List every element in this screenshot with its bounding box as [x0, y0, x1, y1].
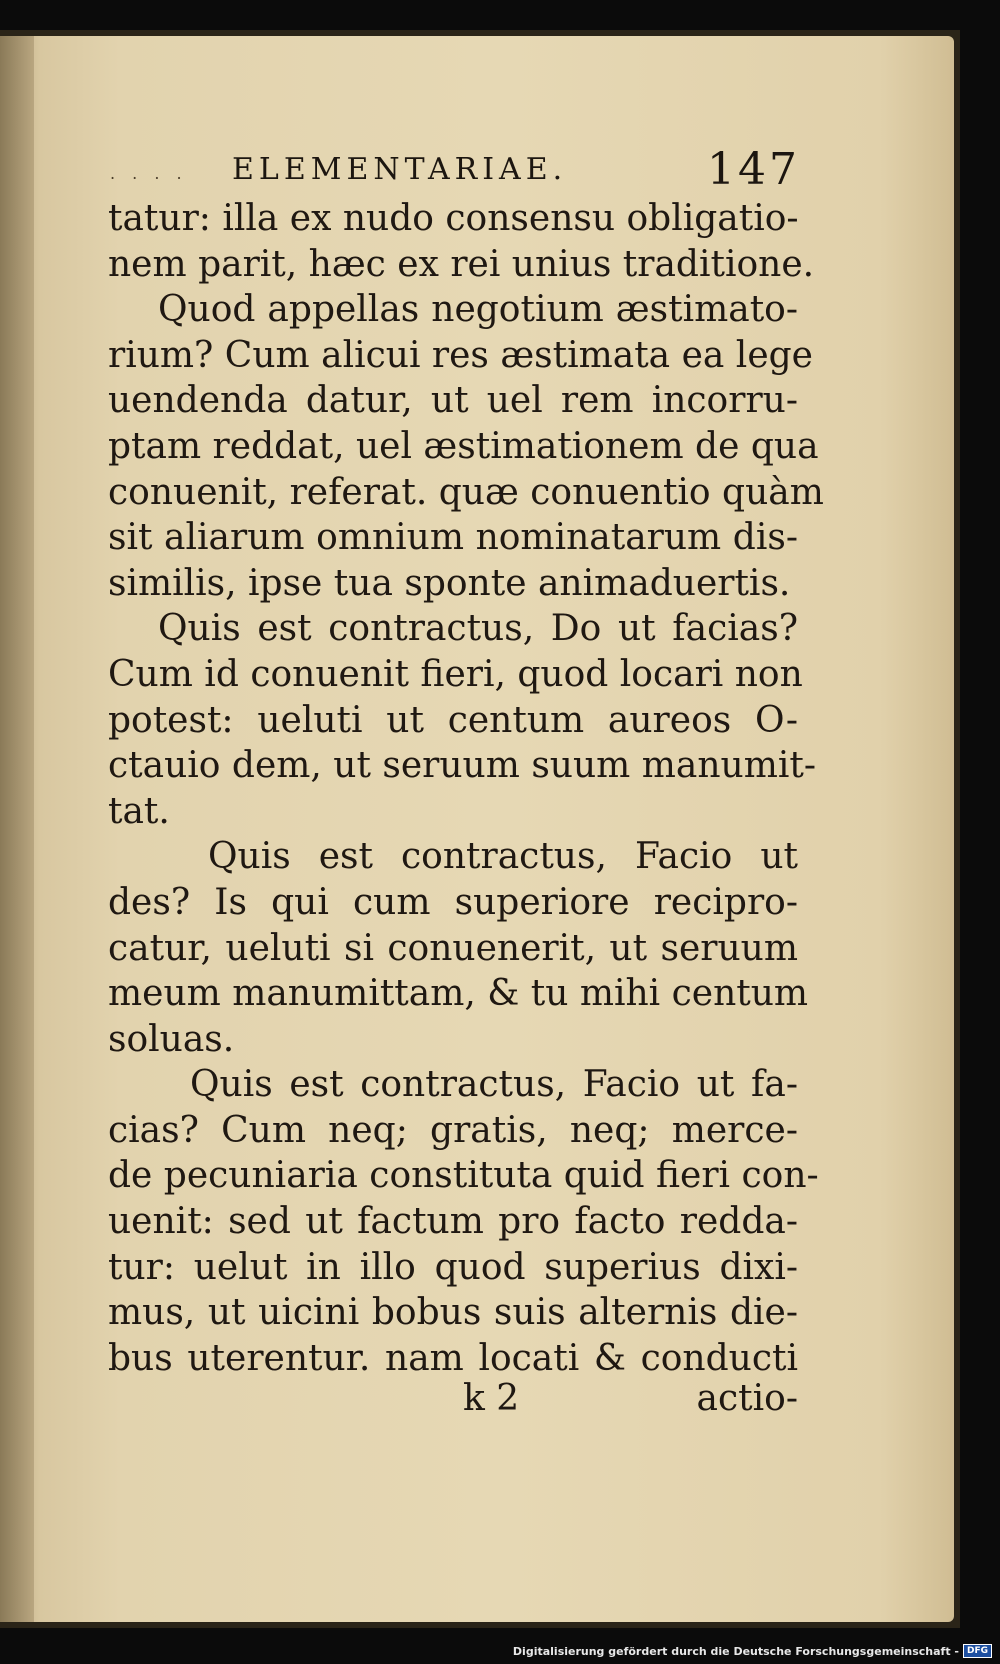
running-head-title: ELEMENTARIAE. — [232, 152, 568, 187]
running-head — [110, 144, 800, 195]
text-line: de pecuniaria constituta quid fieri con- — [108, 1155, 819, 1197]
text-line: des? Is qui cum superiore recipro- — [108, 881, 798, 923]
signature-line — [108, 1378, 798, 1428]
running-head-ornament: . . . . — [110, 164, 188, 183]
text-line: tatur: illa ex nudo consensu obligatio- — [108, 198, 799, 239]
text-line: ctauio dem, ut seruum suum manumit- — [108, 745, 816, 787]
text-line: catur, ueluti si conuenerit, ut seruum — [108, 927, 798, 969]
text-line: Quis est contractus, Do ut facias? — [158, 608, 798, 650]
text-line: potest: ueluti ut centum aureos O- — [108, 699, 798, 741]
text-line: conuenit, referat. quæ conuentio quàm — [108, 471, 824, 513]
text-line: meum manumittam, & tu mihi centum — [108, 973, 809, 1015]
text-line: rium? Cum alicui res æstimata ea lege — [108, 334, 813, 376]
text-line: mus, ut uicini bobus suis alternis die- — [108, 1292, 798, 1334]
digitization-credit — [513, 1644, 992, 1658]
text-line: sit aliarum omnium nominatarum dis- — [108, 517, 798, 559]
text-line: soluas. — [108, 1018, 235, 1060]
text-line: uendenda datur, ut uel rem incorru- — [108, 380, 798, 422]
credit-text: Digitalisierung gefördert durch die Deutsche Forschungsgemeinschaft - — [512, 1644, 959, 1658]
text-line: nem parit, hæc ex rei unius traditione. — [108, 243, 815, 285]
text-line: similis, ipse tua sponte animaduertis. — [108, 562, 791, 604]
text-line: tur: uelut in illo quod superius dixi- — [108, 1246, 798, 1288]
text-line: cias? Cum neq; gratis, neq; merce- — [108, 1109, 798, 1151]
text-line: tat. — [108, 790, 170, 832]
text-line: ptam reddat, uel æstimationem de qua — [108, 425, 819, 467]
text-line: uenit: sed ut factum pro facto redda- — [108, 1201, 798, 1243]
body-text — [108, 196, 824, 1381]
page-gutter — [0, 36, 34, 1622]
catchword: actio- — [696, 1378, 798, 1419]
dfg-logo: DFG — [963, 1644, 992, 1658]
text-line: bus uterentur. nam locati & conducti — [108, 1337, 798, 1379]
page-number: 147 — [707, 144, 800, 195]
text-line: Quis est contractus, Facio ut — [208, 836, 798, 878]
text-line: Quis est contractus, Facio ut fa- — [190, 1064, 798, 1106]
signature-mark: k 2 — [463, 1378, 520, 1419]
text-line: Cum id conuenit fieri, quod locari non — [108, 653, 803, 695]
text-line: Quod appellas negotium æstimato- — [158, 289, 798, 331]
